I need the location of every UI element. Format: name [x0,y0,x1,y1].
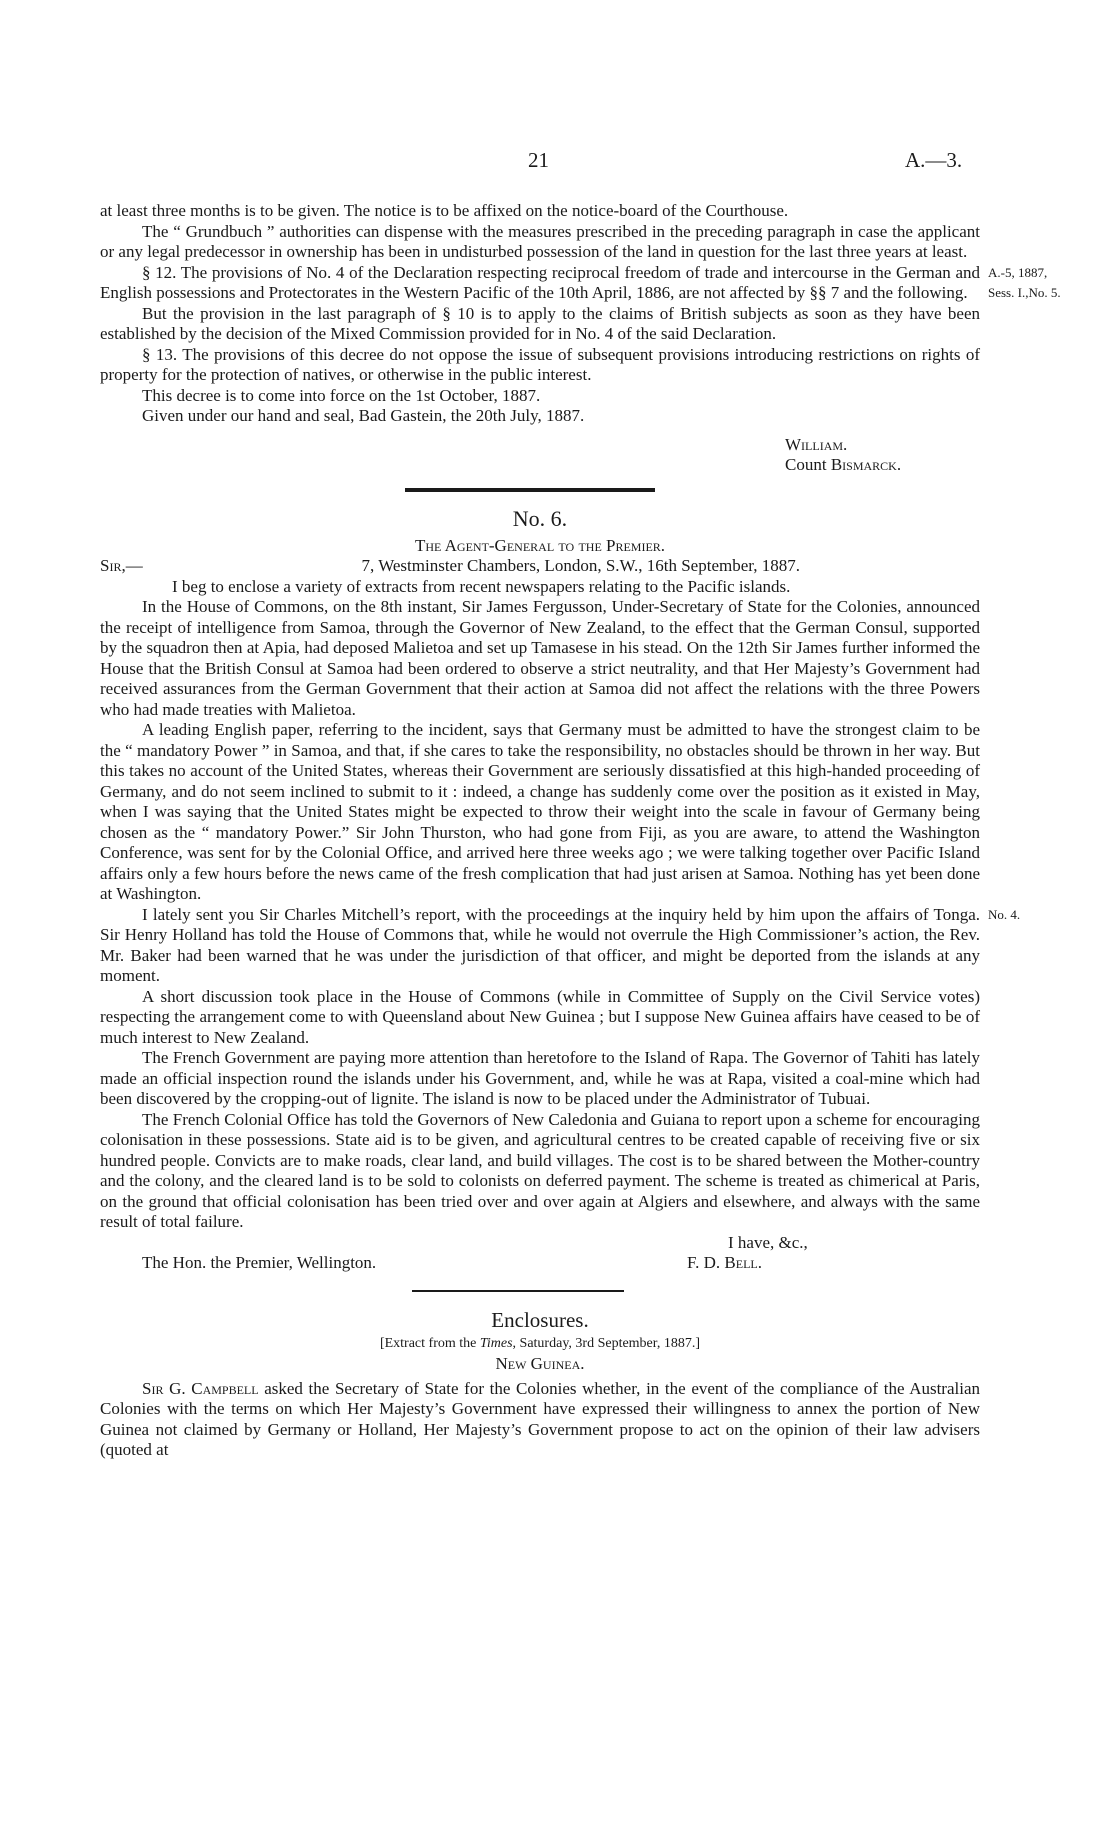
salutation: Sir,— [100,556,143,575]
enclosure-paragraph: Sir G. Campbell asked the Secretary of State for the Colonies whether, in the event of the compliance of the Australian Colonies with the terms on which Her Majesty’s Government have expressed their willingness to annex the portion of New Guinea not claimed by Germany or Holland, Her Majesty’s Government propose to act on the opinion of their law advisers (quoted at [100,1378,981,1459]
margin-note: Sess. I.,No. 5. [988,284,1061,300]
decree-paragraph: § 12. The provisions of No. 4 of the Declaration respecting reciprocal freedom of trade and intercourse in the German and English possessions and Protectorates in the Western Pacific of the 10th April, 1886, are not affected by §§ 7 and the following. [100,262,980,302]
letter-paragraph: In the House of Commons, on the 8th instant, Sir James Fergusson, Under-Secretary of State for the Colonies, announced the receipt of intelligence from Samoa, through the Governor of New Zealand, to the effect that the German Consul, supported by the squadron then at Apia, had deposed Malietoa and set up Tamasese in his stead. On the 12th Sir James further informed the House that the British Consul at Samoa had been ordered to observe a strict neutrality, and that Her Majesty’s Government had received assurances from the German Government that their action at Samoa did not affect the relations with the three Powers who had made treaties with Malietoa. [100,597,980,719]
decree-paragraph: Given under our hand and seal, Bad Gastein, the 20th July, 1887. [142,406,585,425]
decree-paragraph: This decree is to come into force on the 1st October, 1887. [142,385,541,405]
letter-from-to: The Agent-General to the Premier. [414,535,666,555]
document-reference: A.—3. [905,148,963,172]
decree-section-12 [100,262,1061,304]
letter-paragraph: I beg to enclose a variety of extracts from recent newspapers relating to the Pacific islands. [172,576,791,596]
signature-bismarck: Count Bismarck. [785,455,902,474]
letter-paragraph: The French Colonial Office has told the Governors of New Caledonia and Guiana to report upon a scheme for encouraging colonisation in these possessions. State aid is to be given, and agricultural centres to be created capable of receiving five or six hundred people. Convicts are to make roads, clear land, and build villages. The cost is to be shared between the Mother-country and the colony, and the cleared land is to be sold to colonists on deferred payment. The scheme is treated as chimerical at Paris, on the ground that official colonisation has been tried over and over again at Algiers and elsewhere, and always with the same result of total failure. [100,1109,980,1231]
page-body [100,201,1061,1461]
decree-paragraph: But the provision in the last paragraph of § 10 is to apply to the claims of British subjects as soon as they have been established by the decision of the Mixed Commission provided for in No. 4 of the said Declaration. [100,303,980,343]
margin-note: A.-5, 1887, [988,264,1048,280]
page-number: 21 [528,148,549,172]
decree-paragraph: The “ Grundbuch ” authorities can dispense with the measures prescribed in the preceding paragraph in case the applicant or any legal predecessor in ownership has been in undisturbed possession of the land in question for the last three years at least. [100,221,980,261]
letter-paragraph: I lately sent you Sir Charles Mitchell’s report, with the proceedings at the inquiry held by him upon the affairs of Tonga. Sir Henry Holland has told the House of Commons that, while he would not overrule the High Commissioner’s action, the Rev. Mr. Baker had been warned that he was under the jurisdiction of that officer, and might be deported from the islands at any moment. [100,904,980,985]
letter-closing: I have, &c., [728,1232,808,1252]
letter-addressee: The Hon. the Premier, Wellington. [142,1253,377,1272]
letter-address: 7, Westminster Chambers, London, S.W., 16th September, 1887. [361,556,800,575]
signature-william: William. [785,434,848,454]
letter-tonga-section [100,904,1021,987]
decree-signatures [100,435,980,476]
letter-number: No. 6. [512,505,568,531]
decree-paragraph: § 13. The provisions of this decree do not oppose the issue of subsequent provisions introducing restrictions on rights of property for the protection of natives, or otherwise in the public interest. [100,344,980,384]
letter-paragraph: A short discussion took place in the House of Commons (while in Committee of Supply on the Civil Service votes) respecting the arrangement come to with Queensland about New Guinea ; but I suppose New Guinea affairs have ceased to be of much interest to New Zealand. [100,986,980,1047]
enclosure-subheading: New Guinea. [495,1354,585,1373]
section-divider [412,1290,624,1292]
letter-paragraph: The French Government are paying more attention than heretofore to the Island of Rapa. The Governor of Tahiti has lately made an official inspection round the islands under his Government, and, while he was at Rapa, visited a coal-mine which had been discovered by the cropping-out of lignite. The island is now to be placed under the Administrator of Tubuai. [100,1048,980,1108]
letter-signature: F. D. Bell. [687,1253,762,1272]
page-header [0,150,1114,180]
extract-source: [Extract from the Times, Saturday, 3rd September, 1887.] [379,1335,701,1351]
letter-paragraph: A leading English paper, referring to the incident, says that Germany must be admitted to have the strongest claim to be the “ mandatory Power ” in Samoa, and that, if she cares to take the responsibility, no obstacles should be thrown in her way. But this takes no account of the United States, whereas their Government are seriously dissatisfied at this high-handed proceeding of Germany, and do not seem inclined to submit to it : indeed, a change has suddenly come over the position as it existed in May, when I was saying that the United States might be expected to throw their weight into the scale in favour of Germany being chosen as the “ mandatory Power.” Sir John Thurston, who had gone from Fiji, as you are aware, to attend the Washington Conference, was sent for by the Colonial Office, and arrived here three weeks ago ; we were talking together over Pacific Island affairs only a few hours before the news came of the fresh complication that had just arisen at Samoa. Nothing has yet been done at Washington. [100,720,980,903]
decree-paragraph: at least three months is to be given. The notice is to be affixed on the notice-board of the Courthouse. [100,201,789,220]
letter-sign-off [100,1253,980,1274]
margin-note: No. 4. [988,906,1021,922]
enclosures-heading: Enclosures. [491,1307,589,1332]
section-divider [405,488,655,492]
letter-address-line [100,556,980,577]
